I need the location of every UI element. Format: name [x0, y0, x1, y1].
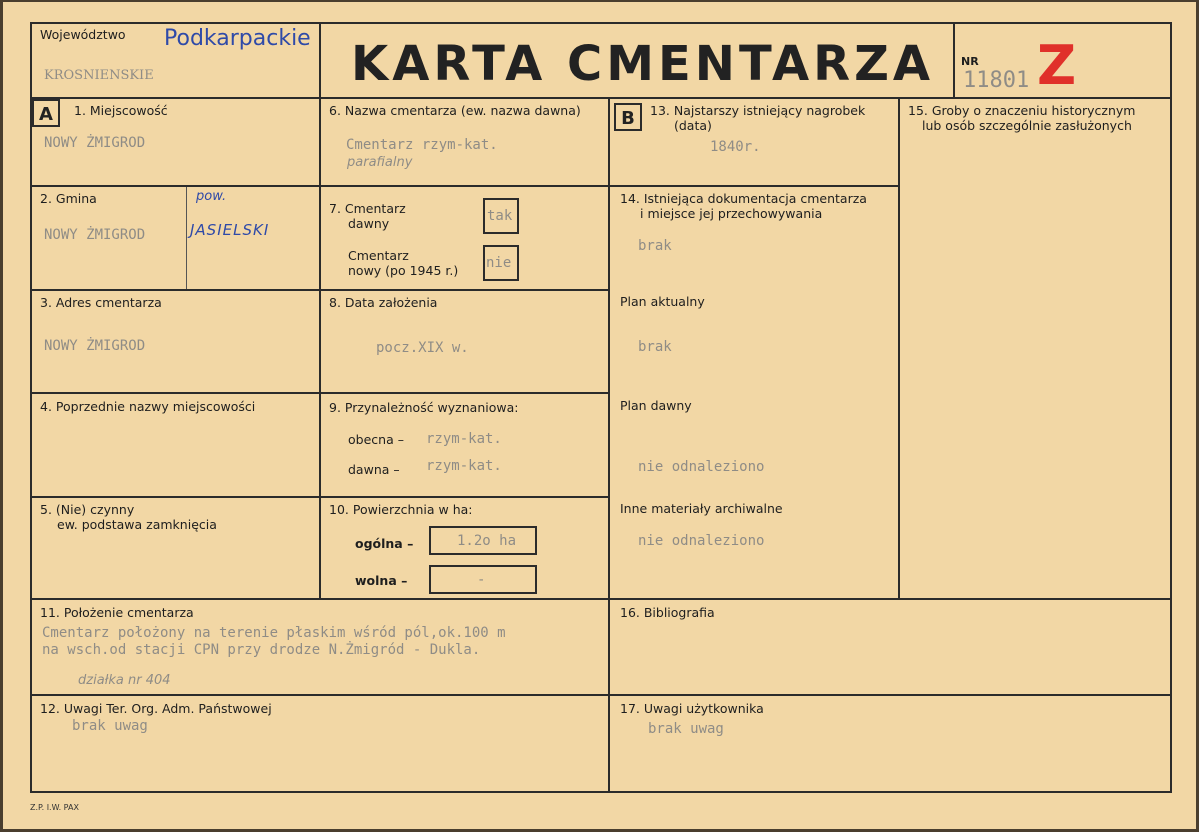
field-14-label-2: i miejsce jej przechowywania — [640, 206, 823, 221]
field-14-label-1: 14. Istniejąca dokumentacja cmentarza — [620, 191, 867, 206]
field-1 — [30, 97, 321, 187]
field-7-old-label-1: 7. Cmentarz — [329, 201, 406, 216]
wojewodztwo-stamp: Podkarpackie — [164, 26, 311, 51]
field-12-label: 12. Uwagi Ter. Org. Adm. Państwowej — [40, 701, 272, 716]
field-17-label: 17. Uwagi użytkownika — [620, 701, 764, 716]
field-11-line-2: na wsch.od stacji CPN przy drodze N.Żmigród - Dukla. — [42, 642, 481, 658]
field-2-value: NOWY ŻMIGROD — [44, 227, 146, 243]
field-2-pow-value: JASIELSKI — [190, 221, 270, 239]
field-7-old-value: tak — [487, 208, 513, 224]
field-8-label: 8. Data założenia — [329, 295, 438, 310]
card-title: KARTA CMENTARZA — [351, 36, 935, 92]
field-7-old-box[interactable] — [483, 198, 519, 234]
field-16-label: 16. Bibliografia — [620, 605, 715, 620]
field-6-label: 6. Nazwa cmentarza (ew. nazwa dawna) — [329, 103, 581, 118]
field-14-value: brak — [638, 238, 672, 254]
field-7-old-label-2: dawny — [348, 216, 390, 231]
field-2-label: 2. Gmina — [40, 191, 97, 206]
field-17 — [608, 694, 1172, 793]
field-10-label: 10. Powierzchnia w ha: — [329, 502, 473, 517]
field-8 — [319, 289, 610, 394]
field-1-label: 1. Miejscowość — [74, 103, 168, 118]
field-9-former-value: rzym-kat. — [426, 458, 502, 474]
field-6-note: parafialny — [347, 155, 413, 170]
field-7-new-label-1: Cmentarz — [348, 248, 409, 263]
field-13-value: 1840r. — [710, 139, 761, 155]
field-12-value: brak uwag — [72, 718, 148, 734]
field-10 — [319, 496, 610, 600]
nr-value: 11801 — [963, 68, 1030, 93]
printer-imprint: Z.P. I.W. PAX — [30, 803, 79, 812]
field-10-free-value: - — [477, 572, 486, 588]
field-6-value: Cmentarz rzym-kat. — [346, 137, 498, 153]
other-label: Inne materiały archiwalne — [620, 501, 783, 516]
field-13-label-2: (data) — [674, 118, 712, 133]
field-6 — [319, 97, 610, 187]
field-7-new-box[interactable] — [483, 245, 519, 281]
field-10-total-value: 1.2o ha — [457, 533, 517, 549]
field-14 — [608, 185, 900, 600]
field-13 — [608, 97, 900, 187]
field-4-label: 4. Poprzednie nazwy miejscowości — [40, 399, 256, 414]
field-11 — [30, 598, 610, 696]
field-5 — [30, 496, 321, 600]
plan-current-value: brak — [638, 339, 672, 355]
field-11-note: działka nr 404 — [78, 673, 171, 688]
field-15-label-1: 15. Groby o znaczeniu historycznym — [908, 103, 1136, 118]
nr-label: NR — [961, 55, 979, 68]
field-8-value: pocz.XIX w. — [376, 340, 469, 356]
section-b-badge: B — [614, 103, 642, 131]
plan-old-label: Plan dawny — [620, 398, 692, 413]
field-2 — [30, 185, 321, 291]
field-9-current-value: rzym-kat. — [426, 431, 502, 447]
divider — [186, 187, 187, 289]
wojewodztwo-old: KROSNIENSKIE — [44, 68, 154, 83]
field-13-label-1: 13. Najstarszy istniejący nagrobek — [650, 103, 866, 118]
field-10-free-label: wolna – — [355, 573, 408, 588]
field-9-former-label: dawna – — [348, 462, 400, 477]
field-5-label-2: ew. podstawa zamknięcia — [57, 517, 217, 532]
field-4 — [30, 392, 321, 498]
field-12 — [30, 694, 610, 793]
field-7-new-label-2: nowy (po 1945 r.) — [348, 263, 459, 278]
plan-current-label: Plan aktualny — [620, 294, 705, 309]
field-7 — [319, 185, 610, 291]
field-2-pow-label: pow. — [196, 189, 227, 204]
field-10-total-box[interactable] — [429, 526, 537, 555]
section-a-badge: A — [32, 99, 60, 127]
plan-old-value: nie odnaleziono — [638, 459, 765, 475]
field-11-line-1: Cmentarz położony na terenie płaskim wśród pól,ok.100 m — [42, 625, 506, 641]
field-10-total-label: ogólna – — [355, 536, 414, 551]
field-1-value: NOWY ŻMIGROD — [44, 135, 146, 151]
nr-cell — [953, 22, 1172, 99]
field-9-current-label: obecna – — [348, 432, 404, 447]
field-15-label-2: lub osób szczególnie zasłużonych — [922, 118, 1132, 133]
field-10-free-box[interactable] — [429, 565, 537, 594]
nr-mark: Z — [1037, 34, 1077, 97]
field-7-new-value: nie — [486, 255, 512, 271]
field-9 — [319, 392, 610, 498]
field-11-label: 11. Położenie cmentarza — [40, 605, 194, 620]
field-17-value: brak uwag — [648, 721, 724, 737]
other-value: nie odnaleziono — [638, 533, 765, 549]
title-cell — [319, 22, 955, 99]
field-16 — [608, 598, 1172, 696]
field-15 — [898, 97, 1172, 600]
field-5-label-1: 5. (Nie) czynny — [40, 502, 135, 517]
field-3 — [30, 289, 321, 394]
wojewodztwo-label: Województwo — [40, 27, 126, 42]
field-3-value: NOWY ŻMIGROD — [44, 338, 146, 354]
field-3-label: 3. Adres cmentarza — [40, 295, 162, 310]
field-9-label: 9. Przynależność wyznaniowa: — [329, 400, 519, 415]
wojewodztwo-cell — [30, 22, 321, 99]
